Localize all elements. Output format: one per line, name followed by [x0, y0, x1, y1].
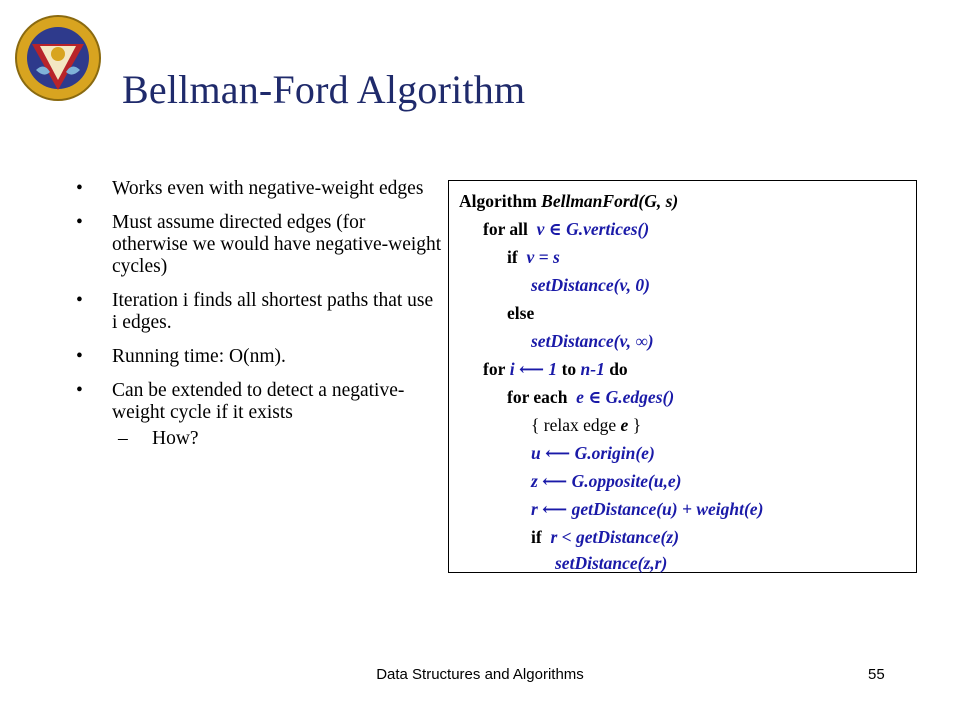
algo-expr: setDistance(v, ∞): [531, 331, 654, 351]
algo-expr: e ∈ G.edges(): [576, 387, 675, 407]
bullet-text: Iteration i finds all shortest paths that use i edges.: [112, 290, 434, 333]
bullet-item: [72, 346, 442, 368]
algo-line-header: [459, 187, 678, 215]
algo-keyword: do: [609, 359, 628, 379]
algo-expr: v = s: [526, 247, 560, 267]
bullet-marker: •: [76, 178, 83, 199]
algo-expr: i ⟵ 1: [509, 359, 558, 379]
bullet-marker: •: [76, 212, 83, 233]
algo-keyword: if: [507, 247, 518, 267]
algo-expr: setDistance(v, 0): [531, 275, 650, 295]
algo-line-set-zr: [555, 549, 667, 577]
bullet-item: [72, 380, 442, 424]
algo-expr: u ⟵ G.origin(e): [531, 443, 655, 463]
algo-keyword: if: [531, 527, 542, 547]
bullet-marker: •: [76, 380, 83, 401]
algo-line-set-inf: [531, 327, 654, 355]
algo-comment: }: [632, 415, 642, 435]
bullet-text: Running time: O(nm).: [112, 346, 286, 367]
sub-bullet-item: [72, 428, 442, 450]
bullet-item: [72, 212, 442, 278]
algo-keyword: else: [507, 303, 535, 323]
slide-title: Bellman-Ford Algorithm: [122, 67, 526, 112]
sub-bullet-text: How?: [152, 428, 199, 449]
algo-expr: setDistance(z,r): [555, 553, 668, 573]
university-crest-icon: [14, 14, 102, 102]
algo-line-if: [507, 243, 560, 271]
algo-keyword: Algorithm: [459, 191, 537, 211]
algo-line-origin: [531, 439, 655, 467]
algo-line-if-r: [531, 523, 679, 551]
bullet-item: [72, 290, 442, 334]
algo-keyword: for each: [507, 387, 568, 407]
algo-line-comment: [531, 411, 641, 439]
algo-expr: z ⟵ G.opposite(u,e): [531, 471, 682, 491]
algo-line-else: [507, 299, 534, 327]
bullet-text: Must assume directed edges (for otherwise we would have negative-weight cycles): [112, 212, 442, 277]
algorithm-box: [448, 180, 917, 573]
algo-name: BellmanFord: [541, 191, 639, 211]
footer-course-title: Data Structures and Algorithms: [376, 666, 584, 683]
bullet-text: Can be extended to detect a negative-weight cycle if it exists: [112, 380, 405, 423]
bullet-item: [72, 178, 442, 200]
algo-line-for-all: [483, 215, 649, 243]
algo-keyword: for: [483, 359, 506, 379]
algo-line-r: [531, 495, 763, 523]
algo-line-set-zero: [531, 271, 650, 299]
footer-page-number: 55: [868, 666, 885, 683]
bullet-list: [72, 178, 442, 462]
algo-params: (G, s): [638, 191, 679, 211]
algo-line-opposite: [531, 467, 682, 495]
algo-comment-var: e: [620, 415, 629, 435]
algo-line-for-i: [483, 355, 628, 383]
algo-line-for-each: [507, 383, 674, 411]
algo-expr: r < getDistance(z): [550, 527, 680, 547]
bullet-marker: •: [76, 346, 83, 367]
algo-keyword: to: [561, 359, 577, 379]
algo-expr: v ∈ G.vertices(): [536, 219, 650, 239]
algo-comment: { relax edge: [531, 415, 617, 435]
bullet-marker: •: [76, 290, 83, 311]
algo-expr: r ⟵ getDistance(u) + weight(e): [531, 499, 764, 519]
bullet-text: Works even with negative-weight edges: [112, 178, 424, 199]
algo-expr: n-1: [580, 359, 605, 379]
algo-keyword: for all: [483, 219, 528, 239]
sub-bullet-marker: –: [118, 428, 128, 449]
